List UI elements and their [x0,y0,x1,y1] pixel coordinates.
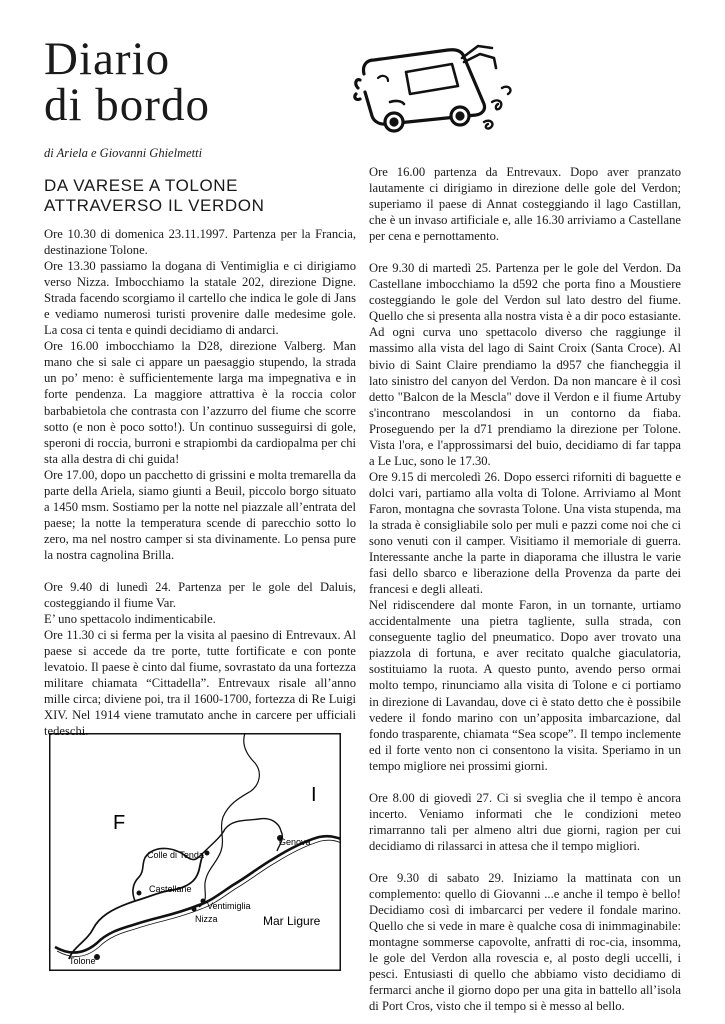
place-label-ventimiglia: Ventimiglia [207,901,251,911]
country-label-france: F [113,812,126,834]
place-marker-castellane [137,891,142,896]
country-label-italy: I [311,784,317,806]
article-heading-line-1: DA VARESE A TOLONE [44,176,239,195]
place-label-tolone: Tolone [69,956,96,966]
authors-byline: di Ariela e Giovanni Ghielmetti [44,146,203,160]
paragraph: Ore 16.00 partenza da Entrevaux. Dopo aver pranzato lautamente ci dirigiamo in direzione delle gole del Verdon; superiamo il paese di Annat costeggiando il lago Castillan, che è un invaso artificiale e, alle 16.30 arriviamo a Castellane per cena e pernottamento. [369,165,681,244]
paragraph: Ore 9.30 di sabato 29. Iniziamo la mattinata con un complemento: quello di Giovanni ...e anche il tempo è bello! Decidiamo così di imbarcarci per vedere il fondale marino. Quello che si vede in mare è qualche cosa di inimmaginabile: montagne sommerse capovolte, anfratti di roc-cia, insomma, le gole del Verdon alla rovescia e, al posto degli uccelli, i pesci. Entusiasti di quello che abbiamo visto decidiamo di fermarci anche il giorno dopo per una gita in battello all’isola di Port Cros, visto che il tempo si è messo al bello. [369,870,681,1014]
paragraph: Ore 17.00, dopo un pacchetto di grissini e molta tremarella da parte della Ariela, siamo giunti a Beuil, piccolo borgo situato a 1450 msm. Sostiamo per la notte nel piazzale all’entrata del paese; la notte la temperatura scende di parecchio sotto lo zero, ma nel nostro camper si sta divinamente. Lo pensa pure la nostra cagnolina Brilla. [44,467,356,562]
place-marker-colle-di-tenda [205,851,210,856]
paragraph: Ore 9.30 di martedì 25. Partenza per le gole del Verdon. Da Castellane imbocchiamo la d592 che porta fino a Moustiere costeggiando le gole del Verdon sul lato destro del fiume. Quello che si presenta alla nostra vista è a dir poco estasiante. Ad ogni curva uno spettacolo diverso che raggiunge il massimo alla vista del lago di Saint Croix (Santa Croce). Al bivio di Saint Claire prendiamo la d957 che fiancheggia il lato sinistro del canyon del Verdon. Da non mancare è il così detto "Balcon de la Mescla" dove il Verdon e il fiume Artuby s'incontrano mescolandosi in un contorno da fiaba. Proseguendo per la d71 prendiamo la direzione per Tolone. Vista l'ora, e l'approssimarsi del buio, decidiamo di far tappa a Le Luc, sono le 17.30. [369,261,681,468]
paragraph: Ore 8.00 di giovedì 27. Ci si sveglia che il tempo è ancora incerto. Veniamo informati che le condizioni meteo rimarranno tali per almeno altri due giorni, ragion per cui decidiamo di rilassarci in attesa che il tempo migliori. [369,790,681,853]
camper-van-icon [352,44,522,139]
place-label-nizza: Nizza [195,914,218,924]
paragraph: Ore 9.15 di mercoledì 26. Dopo esserci riforniti di baguette e dolci vari, partiamo alla volta di Tolone. Arriviamo al Mont Faron, montagna che sovrasta Tolone. Una vista stupenda, ma la strada è consigliabile solo per muli e pazzi come noi che ci sono venuti con il camper. Visitiamo il memoriale di guerra. Interessante anche la parte in diaporama che illustra le varie fasi dello sbarco e liberazione della Provenza da parte dei francesi e degli alleati. [369,469,681,597]
place-marker-nizza [192,907,197,912]
paragraph: Ore 16.00 imbocchiamo la D28, direzione Valberg. Man mano che si sale ci appare un paesaggio stupendo, la strada un po’ meno: è sufficientemente larga ma impegnativa e in forte pendenza. La maggiore attrattiva è la roccia color barbabietola che contrasta con l’azzurro del fiume che scorre sotto (e non è poco sotto!). Un continuo susseguirsi di gole, speroni di roccia, burroni e strapiombi da cardiopalma per chi sta alla destra di chi guida! [44,339,356,466]
place-marker-ventimiglia [201,899,206,904]
paragraph: Nel ridiscendere dal monte Faron, in un tornante, urtiamo accidentalmente una pietra tagliente, sulla strada, con conseguente taglio del pneumatico. Dopo aver trovato una piazzola di fortuna, e aver recitato qualche giaculatoria, sostituiamo la ruota. A questo punto, avendo perso ormai molto tempo, rinunciamo alla visita di Tolone e ci portiamo in direzione di Lavandau, dove ci è stato detto che è possibile vedere il fondo marino con un’apposita imbarcazione, dal fondo trasparente, chiamata “Sea scope”. Il tempo inclemente ed il forte vento non ci consentono la visita. Speriamo in un tempo migliore nei prossimi giorni. [369,598,681,773]
sea-label: Mar Ligure [263,914,321,928]
place-label-colle-di-tenda: Colle di Tenda [147,850,204,860]
article-column-right [369,164,681,1014]
title-line-1: Diario [44,33,171,85]
route-map [49,733,341,971]
title-line-2: di bordo [44,79,210,131]
paragraph: Ore 11.30 ci si ferma per la visita al paesino di Entrevaux. Al paese si accede da tre porte, tutte fortificate e con ponte levatoio. Il paese è cinto dal fiume, sovrastato da una fortezza militare chiamata “Cittadella”. Entrevaux risale all’anno mille circa; diviene poi, tra il 1600-1700, fortezza di Re Luigi XIV. Nel 1914 viene tramutato anche in carcere per ufficiali tedeschi. [44,628,356,739]
route-line [69,855,203,959]
paragraph: Ore 9.40 di lunedì 24. Partenza per le gole del Daluis, costeggiando il fiume Var. [44,579,356,611]
paragraph: Ore 10.30 di domenica 23.11.1997. Partenza per la Francia, destinazione Tolone. [44,227,356,258]
page-title [44,33,210,131]
paragraph: Ore 13.30 passiamo la dogana di Ventimiglia e ci dirigiamo verso Nizza. Imbocchiamo la statale 202, direzione Digne. Strada facendo scorgiamo il cartello che indica le gole di Jans e vediamo numerosi turisti provenire dalle medesime gole. La cosa ci tenta e quindi decidiamo di andarci. [44,259,356,338]
paragraph: E’ uno spettacolo indimenticabile. [44,612,216,627]
place-label-genova: Genova [279,837,311,847]
article-column-left [44,226,356,739]
article-heading-line-2: ATTRAVERSO IL VERDON [44,196,265,215]
place-label-castellane: Castellane [149,884,192,894]
route-line [203,819,282,853]
article-heading [44,176,264,216]
